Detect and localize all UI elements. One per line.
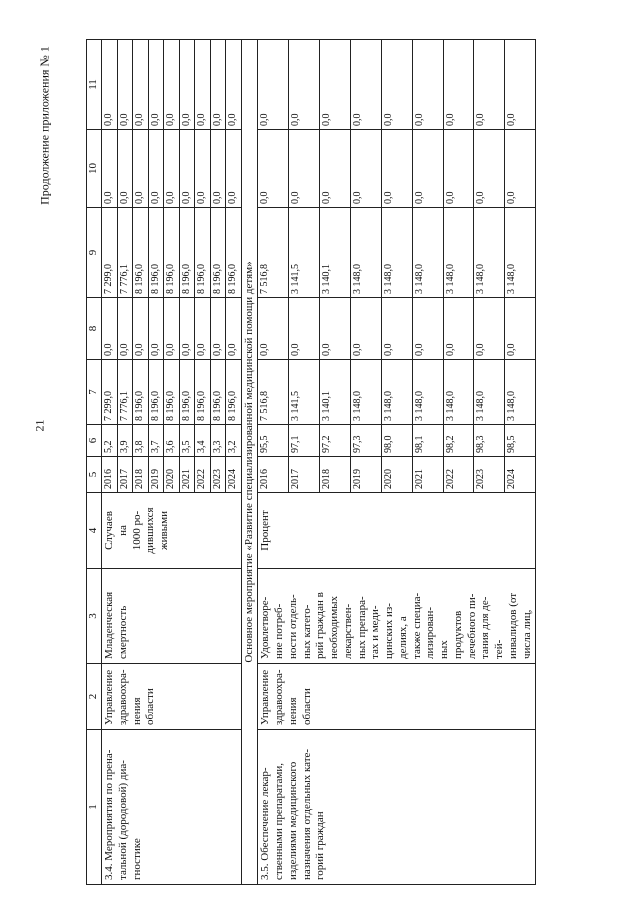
federal-budget-cell: 0,0 [102,298,118,360]
federal-budget-cell: 0,0 [350,298,381,360]
total-funding-cell: 3 148,0 [412,360,443,425]
other-sources-cell: 0,0 [226,40,242,130]
indicator-value-cell: 3,8 [133,425,149,457]
unit-cell: Процент [258,493,536,569]
year-cell: 2022 [443,457,474,493]
other-sources-cell: 0,0 [320,40,351,130]
regional-budget-cell: 8 196,0 [164,208,180,298]
column-number-2: 2 [87,664,102,730]
other-sources-cell: 0,0 [505,40,536,130]
page-number: 21 [32,419,47,432]
local-budget-cell: 0,0 [164,130,180,208]
regional-budget-cell: 8 196,0 [179,208,195,298]
indicator-value-cell: 97,3 [350,425,381,457]
year-cell: 2019 [350,457,381,493]
federal-budget-cell: 0,0 [258,298,289,360]
total-funding-cell: 3 141,5 [289,360,320,425]
regional-budget-cell: 8 196,0 [195,208,211,298]
year-cell: 2023 [474,457,505,493]
indicator-value-cell: 5,2 [102,425,118,457]
other-sources-cell: 0,0 [258,40,289,130]
indicator-value-cell: 98,2 [443,425,474,457]
column-number-6: 6 [87,425,102,457]
total-funding-cell: 8 196,0 [195,360,211,425]
indicator-value-cell: 98,3 [474,425,505,457]
regional-budget-cell: 7 299,0 [102,208,118,298]
regional-budget-cell: 3 148,0 [505,208,536,298]
total-funding-cell: 8 196,0 [133,360,149,425]
column-number-7: 7 [87,360,102,425]
indicator-cell: Удовлетворе- ние потреб- ности отдель- ных катего- рий граждан в необходимых лекарствен- ных препара- тах и меди- цинских из- делиях, а также специа- лизирован- ных продуктов лечебного пи- тания для де- тей- инвалидов (от числа лиц, [258,569,536,664]
federal-budget-cell: 0,0 [320,298,351,360]
column-number-10: 10 [87,130,102,208]
column-number-5: 5 [87,457,102,493]
total-funding-cell: 3 140,1 [320,360,351,425]
column-number-8: 8 [87,298,102,360]
federal-budget-cell: 0,0 [210,298,226,360]
regional-budget-cell: 8 196,0 [148,208,164,298]
year-cell: 2020 [164,457,180,493]
total-funding-cell: 3 148,0 [381,360,412,425]
local-budget-cell: 0,0 [117,130,133,208]
column-number-row [87,40,102,885]
year-cell: 2024 [226,457,242,493]
year-cell: 2021 [412,457,443,493]
local-budget-cell: 0,0 [179,130,195,208]
regional-budget-cell: 7 776,1 [117,208,133,298]
column-number-9: 9 [87,208,102,298]
regional-budget-cell: 3 148,0 [412,208,443,298]
local-budget-cell: 0,0 [443,130,474,208]
year-cell: 2019 [148,457,164,493]
other-sources-cell: 0,0 [164,40,180,130]
column-number-1: 1 [87,730,102,885]
local-budget-cell: 0,0 [258,130,289,208]
regional-budget-cell: 8 196,0 [226,208,242,298]
other-sources-cell: 0,0 [195,40,211,130]
other-sources-cell: 0,0 [474,40,505,130]
regional-budget-cell: 3 141,5 [289,208,320,298]
other-sources-cell: 0,0 [148,40,164,130]
federal-budget-cell: 0,0 [381,298,412,360]
indicator-value-cell: 3,6 [164,425,180,457]
local-budget-cell: 0,0 [474,130,505,208]
total-funding-cell: 7 776,1 [117,360,133,425]
regional-budget-cell: 3 140,1 [320,208,351,298]
local-budget-cell: 0,0 [148,130,164,208]
federal-budget-cell: 0,0 [133,298,149,360]
federal-budget-cell: 0,0 [412,298,443,360]
local-budget-cell: 0,0 [320,130,351,208]
federal-budget-cell: 0,0 [474,298,505,360]
federal-budget-cell: 0,0 [289,298,320,360]
total-funding-cell: 8 196,0 [164,360,180,425]
rotated-table-area [86,40,621,885]
column-number-3: 3 [87,569,102,664]
other-sources-cell: 0,0 [350,40,381,130]
federal-budget-cell: 0,0 [179,298,195,360]
year-cell: 2021 [179,457,195,493]
column-number-4: 4 [87,493,102,569]
other-sources-cell: 0,0 [443,40,474,130]
program-table [86,39,536,885]
regional-budget-cell: 8 196,0 [210,208,226,298]
year-cell: 2018 [320,457,351,493]
federal-budget-cell: 0,0 [148,298,164,360]
local-budget-cell: 0,0 [226,130,242,208]
indicator-value-cell: 3,9 [117,425,133,457]
indicator-value-cell: 3,2 [226,425,242,457]
other-sources-cell: 0,0 [133,40,149,130]
total-funding-cell: 3 148,0 [350,360,381,425]
regional-budget-cell: 3 148,0 [474,208,505,298]
total-funding-cell: 8 196,0 [226,360,242,425]
local-budget-cell: 0,0 [210,130,226,208]
federal-budget-cell: 0,0 [117,298,133,360]
rotated-table-container [86,40,621,885]
local-budget-cell: 0,0 [102,130,118,208]
indicator-cell: Младенческая смертность [102,569,242,664]
indicator-value-cell: 3,3 [210,425,226,457]
federal-budget-cell: 0,0 [505,298,536,360]
measure-name-cell: 3.5. Обеспечение лекар- ственными препаратами, изделиями медицинского назначения отдельных кате- горий граждан [258,730,536,885]
other-sources-cell: 0,0 [289,40,320,130]
regional-budget-cell: 3 148,0 [350,208,381,298]
measure-name-cell: 3.4. Мероприятия по прена- тальной (дородовой) диа- гностике [102,730,242,885]
local-budget-cell: 0,0 [412,130,443,208]
other-sources-cell: 0,0 [102,40,118,130]
federal-budget-cell: 0,0 [164,298,180,360]
year-cell: 2018 [133,457,149,493]
executor-cell: Управление здравоохра- нения области [102,664,242,730]
other-sources-cell: 0,0 [210,40,226,130]
section-row [241,40,258,885]
year-cell: 2024 [505,457,536,493]
other-sources-cell: 0,0 [117,40,133,130]
total-funding-cell: 3 148,0 [443,360,474,425]
year-cell: 2020 [381,457,412,493]
federal-budget-cell: 0,0 [195,298,211,360]
total-funding-cell: 7 299,0 [102,360,118,425]
indicator-value-cell: 98,0 [381,425,412,457]
table-row [258,40,289,885]
total-funding-cell: 3 148,0 [474,360,505,425]
table-row [102,40,118,885]
local-budget-cell: 0,0 [505,130,536,208]
year-cell: 2017 [117,457,133,493]
year-cell: 2023 [210,457,226,493]
regional-budget-cell: 8 196,0 [133,208,149,298]
total-funding-cell: 8 196,0 [179,360,195,425]
local-budget-cell: 0,0 [289,130,320,208]
local-budget-cell: 0,0 [133,130,149,208]
indicator-value-cell: 3,7 [148,425,164,457]
total-funding-cell: 7 516,8 [258,360,289,425]
indicator-value-cell: 98,5 [505,425,536,457]
regional-budget-cell: 7 516,8 [258,208,289,298]
running-header: Продолжение приложения № 1 [37,46,52,205]
local-budget-cell: 0,0 [350,130,381,208]
total-funding-cell: 8 196,0 [148,360,164,425]
other-sources-cell: 0,0 [381,40,412,130]
indicator-value-cell: 97,1 [289,425,320,457]
local-budget-cell: 0,0 [381,130,412,208]
year-cell: 2016 [102,457,118,493]
year-cell: 2016 [258,457,289,493]
year-cell: 2022 [195,457,211,493]
unit-cell: Случаев на 1000 ро- дившихся живыми [102,493,242,569]
indicator-value-cell: 95,5 [258,425,289,457]
column-number-11: 11 [87,40,102,130]
federal-budget-cell: 0,0 [443,298,474,360]
year-cell: 2017 [289,457,320,493]
executor-cell: Управление здравоохра- нения области [258,664,536,730]
section-title: Основное мероприятие «Развитие специализированной медицинской помощи детям» [241,40,258,885]
regional-budget-cell: 3 148,0 [381,208,412,298]
indicator-value-cell: 3,4 [195,425,211,457]
regional-budget-cell: 3 148,0 [443,208,474,298]
total-funding-cell: 3 148,0 [505,360,536,425]
federal-budget-cell: 0,0 [226,298,242,360]
indicator-value-cell: 3,5 [179,425,195,457]
total-funding-cell: 8 196,0 [210,360,226,425]
other-sources-cell: 0,0 [412,40,443,130]
indicator-value-cell: 97,2 [320,425,351,457]
local-budget-cell: 0,0 [195,130,211,208]
other-sources-cell: 0,0 [179,40,195,130]
indicator-value-cell: 98,1 [412,425,443,457]
